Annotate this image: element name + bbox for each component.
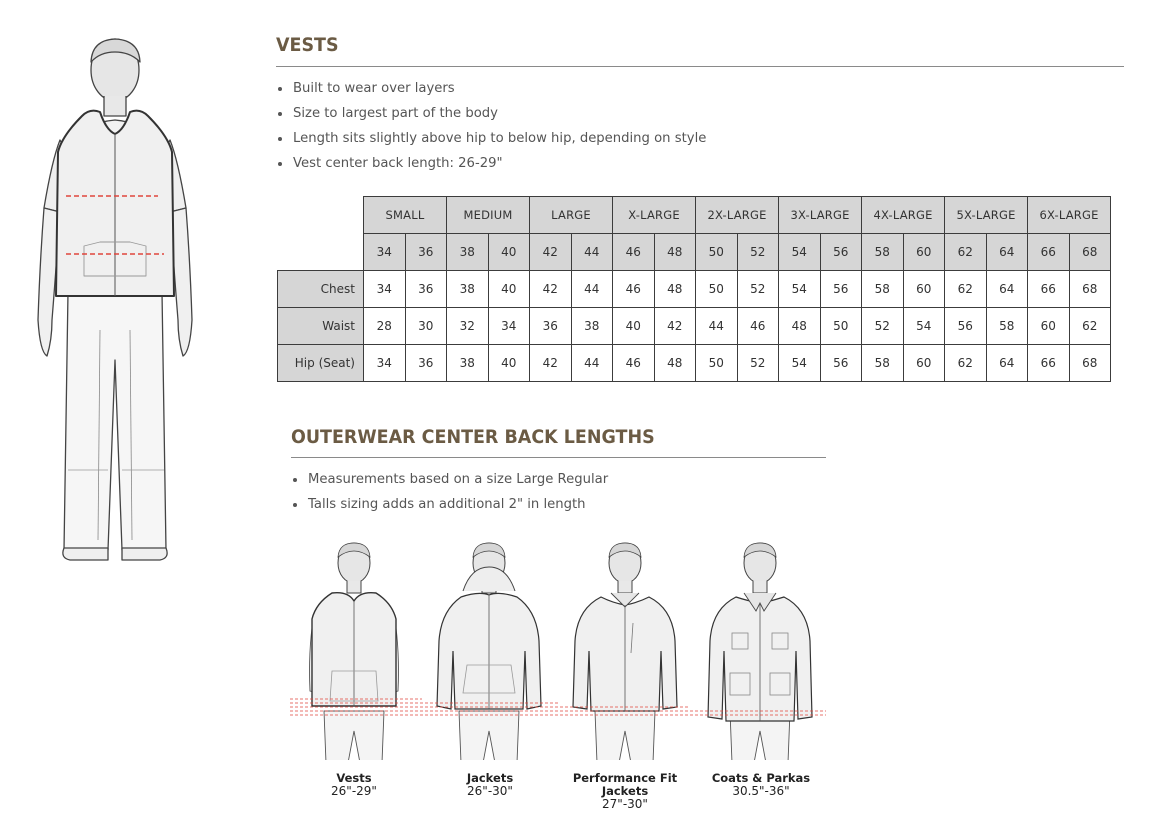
sub-size-header-row bbox=[278, 234, 1111, 271]
sub-size-header: 36 bbox=[405, 234, 447, 271]
table-cell: 28 bbox=[364, 308, 406, 345]
table-corner bbox=[278, 197, 364, 234]
caption-jackets bbox=[440, 772, 540, 798]
list-item: Talls sizing adds an additional 2" in length bbox=[291, 492, 608, 517]
size-group-header: 3X-LARGE bbox=[779, 197, 862, 234]
sub-size-header: 50 bbox=[696, 234, 738, 271]
table-corner bbox=[278, 234, 364, 271]
vest-model-illustration bbox=[30, 30, 200, 570]
caption-name: Coats & Parkas bbox=[711, 771, 811, 785]
coat-figure bbox=[708, 543, 812, 760]
table-cell: 38 bbox=[571, 308, 613, 345]
list-item: Length sits slightly above hip to below hip, depending on style bbox=[276, 126, 706, 151]
size-group-header-row bbox=[278, 197, 1111, 234]
row-label-hip: Hip (Seat) bbox=[278, 345, 364, 382]
table-cell: 60 bbox=[1028, 308, 1070, 345]
table-cell: 42 bbox=[530, 345, 572, 382]
table-cell: 48 bbox=[654, 345, 696, 382]
outerwear-bullet-list bbox=[291, 467, 608, 517]
table-cell: 36 bbox=[405, 345, 447, 382]
sub-size-header: 60 bbox=[903, 234, 945, 271]
table-cell: 44 bbox=[571, 271, 613, 308]
table-cell: 66 bbox=[1028, 271, 1070, 308]
caption-performance-fit-jackets bbox=[555, 772, 695, 811]
table-cell: 50 bbox=[696, 345, 738, 382]
table-cell: 50 bbox=[696, 271, 738, 308]
row-label-chest: Chest bbox=[278, 271, 364, 308]
table-cell: 52 bbox=[737, 271, 779, 308]
table-cell: 54 bbox=[903, 308, 945, 345]
table-cell: 34 bbox=[488, 308, 530, 345]
table-cell: 30 bbox=[405, 308, 447, 345]
sub-size-header: 54 bbox=[779, 234, 821, 271]
sub-size-header: 44 bbox=[571, 234, 613, 271]
caption-range: 30.5"-36" bbox=[732, 784, 790, 798]
caption-name: Jackets bbox=[466, 771, 514, 785]
list-item: Vest center back length: 26-29" bbox=[276, 151, 706, 176]
table-cell: 58 bbox=[986, 308, 1028, 345]
list-item: Size to largest part of the body bbox=[276, 101, 706, 126]
size-group-header: 6X-LARGE bbox=[1028, 197, 1111, 234]
sub-size-header: 42 bbox=[530, 234, 572, 271]
table-cell: 52 bbox=[862, 308, 904, 345]
table-cell: 34 bbox=[364, 271, 406, 308]
table-cell: 38 bbox=[447, 271, 489, 308]
table-cell: 46 bbox=[737, 308, 779, 345]
table-cell: 46 bbox=[613, 345, 655, 382]
sub-size-header: 66 bbox=[1028, 234, 1070, 271]
table-row bbox=[278, 271, 1111, 308]
sub-size-header: 38 bbox=[447, 234, 489, 271]
table-cell: 68 bbox=[1069, 345, 1111, 382]
sub-size-header: 64 bbox=[986, 234, 1028, 271]
list-item: Measurements based on a size Large Regular bbox=[291, 467, 608, 492]
table-cell: 62 bbox=[945, 271, 987, 308]
table-cell: 62 bbox=[1069, 308, 1111, 345]
table-cell: 48 bbox=[654, 271, 696, 308]
jacket-figure bbox=[437, 543, 541, 760]
caption-range: 27"-30" bbox=[602, 797, 648, 811]
table-cell: 60 bbox=[903, 271, 945, 308]
size-group-header: SMALL bbox=[364, 197, 447, 234]
table-cell: 54 bbox=[779, 345, 821, 382]
sub-size-header: 40 bbox=[488, 234, 530, 271]
list-item: Built to wear over layers bbox=[276, 76, 706, 101]
caption-range: 26"-30" bbox=[467, 784, 513, 798]
outerwear-lengths-illustration bbox=[288, 535, 833, 760]
sub-size-header: 62 bbox=[945, 234, 987, 271]
table-cell: 68 bbox=[1069, 271, 1111, 308]
performance-jacket-figure bbox=[573, 543, 677, 760]
table-cell: 64 bbox=[986, 345, 1028, 382]
caption-vests bbox=[304, 772, 404, 798]
sub-size-header: 52 bbox=[737, 234, 779, 271]
vests-bullet-list bbox=[276, 76, 706, 176]
caption-range: 26"-29" bbox=[331, 784, 377, 798]
size-group-header: X-LARGE bbox=[613, 197, 696, 234]
table-cell: 38 bbox=[447, 345, 489, 382]
table-cell: 42 bbox=[654, 308, 696, 345]
table-cell: 56 bbox=[820, 271, 862, 308]
table-cell: 56 bbox=[820, 345, 862, 382]
table-cell: 40 bbox=[488, 345, 530, 382]
vests-title-rule bbox=[276, 66, 1124, 67]
table-cell: 32 bbox=[447, 308, 489, 345]
sub-size-header: 46 bbox=[613, 234, 655, 271]
size-group-header: LARGE bbox=[530, 197, 613, 234]
caption-name: Performance Fit Jackets bbox=[572, 771, 678, 798]
table-cell: 66 bbox=[1028, 345, 1070, 382]
caption-coats-parkas bbox=[706, 772, 816, 798]
size-group-header: MEDIUM bbox=[447, 197, 530, 234]
sub-size-header: 58 bbox=[862, 234, 904, 271]
outerwear-title-rule bbox=[291, 457, 826, 458]
size-group-header: 5X-LARGE bbox=[945, 197, 1028, 234]
vest-size-table bbox=[277, 196, 1111, 382]
table-row bbox=[278, 345, 1111, 382]
table-cell: 44 bbox=[571, 345, 613, 382]
table-cell: 36 bbox=[405, 271, 447, 308]
table-cell: 58 bbox=[862, 271, 904, 308]
table-cell: 48 bbox=[779, 308, 821, 345]
table-cell: 40 bbox=[488, 271, 530, 308]
table-cell: 54 bbox=[779, 271, 821, 308]
vests-title: VESTS bbox=[276, 34, 339, 56]
table-cell: 52 bbox=[737, 345, 779, 382]
size-group-header: 4X-LARGE bbox=[862, 197, 945, 234]
table-cell: 34 bbox=[364, 345, 406, 382]
vest-figure bbox=[310, 543, 399, 760]
sub-size-header: 34 bbox=[364, 234, 406, 271]
sub-size-header: 68 bbox=[1069, 234, 1111, 271]
table-cell: 40 bbox=[613, 308, 655, 345]
table-cell: 42 bbox=[530, 271, 572, 308]
table-cell: 36 bbox=[530, 308, 572, 345]
table-cell: 60 bbox=[903, 345, 945, 382]
sub-size-header: 56 bbox=[820, 234, 862, 271]
outerwear-title: OUTERWEAR CENTER BACK LENGTHS bbox=[291, 426, 655, 448]
table-cell: 50 bbox=[820, 308, 862, 345]
table-cell: 62 bbox=[945, 345, 987, 382]
table-cell: 46 bbox=[613, 271, 655, 308]
table-cell: 56 bbox=[945, 308, 987, 345]
table-cell: 58 bbox=[862, 345, 904, 382]
row-label-waist: Waist bbox=[278, 308, 364, 345]
sub-size-header: 48 bbox=[654, 234, 696, 271]
size-group-header: 2X-LARGE bbox=[696, 197, 779, 234]
table-cell: 44 bbox=[696, 308, 738, 345]
table-cell: 64 bbox=[986, 271, 1028, 308]
caption-name: Vests bbox=[336, 771, 372, 785]
table-row bbox=[278, 308, 1111, 345]
